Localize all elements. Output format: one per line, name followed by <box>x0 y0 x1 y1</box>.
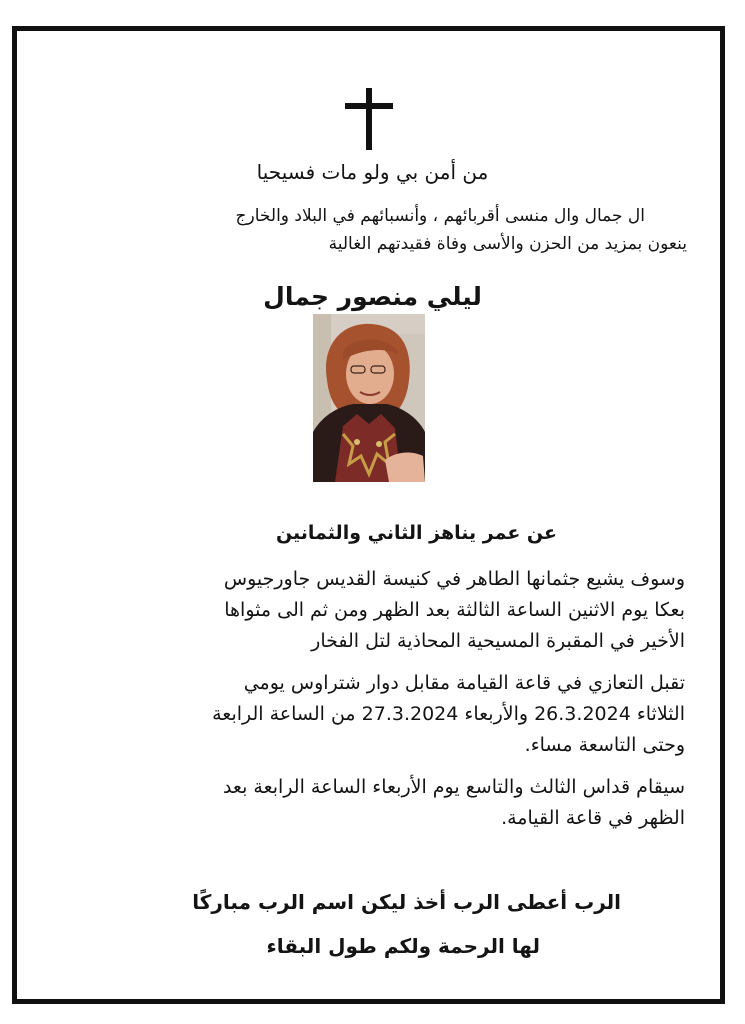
funeral-line-2: بعكا يوم الاثنين الساعة الثالثة بعد الظهر ومن ثم الى مثواها <box>224 599 685 621</box>
deceased-photo <box>313 314 425 482</box>
deceased-name: ليلي منصور جمال <box>263 282 482 311</box>
closing-line-2: لها الرحمة ولكم طول البقاء <box>266 934 540 958</box>
mass-line-1: سيقام قداس الثالث والتاسع يوم الأربعاء الساعة الرابعة بعد <box>222 776 685 798</box>
family-line-1: ال جمال وال منسى أقربائهم ، وأنسبائهم في البلاد والخارج <box>235 206 645 226</box>
mass-line-2: الظهر في قاعة القيامة. <box>501 807 685 829</box>
cross-icon <box>343 88 395 150</box>
funeral-line-1: وسوف يشيع جثمانها الطاهر في كنيسة القديس جاورجيوس <box>223 568 685 590</box>
condolences-line-2: الثلاثاء 26.3.2024 والأربعاء 27.3.2024 من الساعة الرابعة <box>212 703 685 725</box>
condolences-line-3: وحتى التاسعة مساء. <box>524 734 685 756</box>
verse-text: من أمن بي ولو مات فسيحيا <box>256 160 489 184</box>
closing-line-1: الرب أعطى الرب أخذ ليكن اسم الرب مباركًا <box>192 890 621 914</box>
funeral-line-3: الأخير في المقبرة المسيحية المحاذية لتل الفخار <box>311 630 685 652</box>
condolences-line-1: تقبل التعازي في قاعة القيامة مقابل دوار شتراوس يومي <box>243 672 685 694</box>
portrait-image <box>313 314 425 482</box>
age-text: عن عمر يناهز الثاني والثمانين <box>275 522 557 544</box>
family-line-2: ينعون بمزيد من الحزن والأسى وفاة فقيدتهم الغالية <box>328 234 687 254</box>
